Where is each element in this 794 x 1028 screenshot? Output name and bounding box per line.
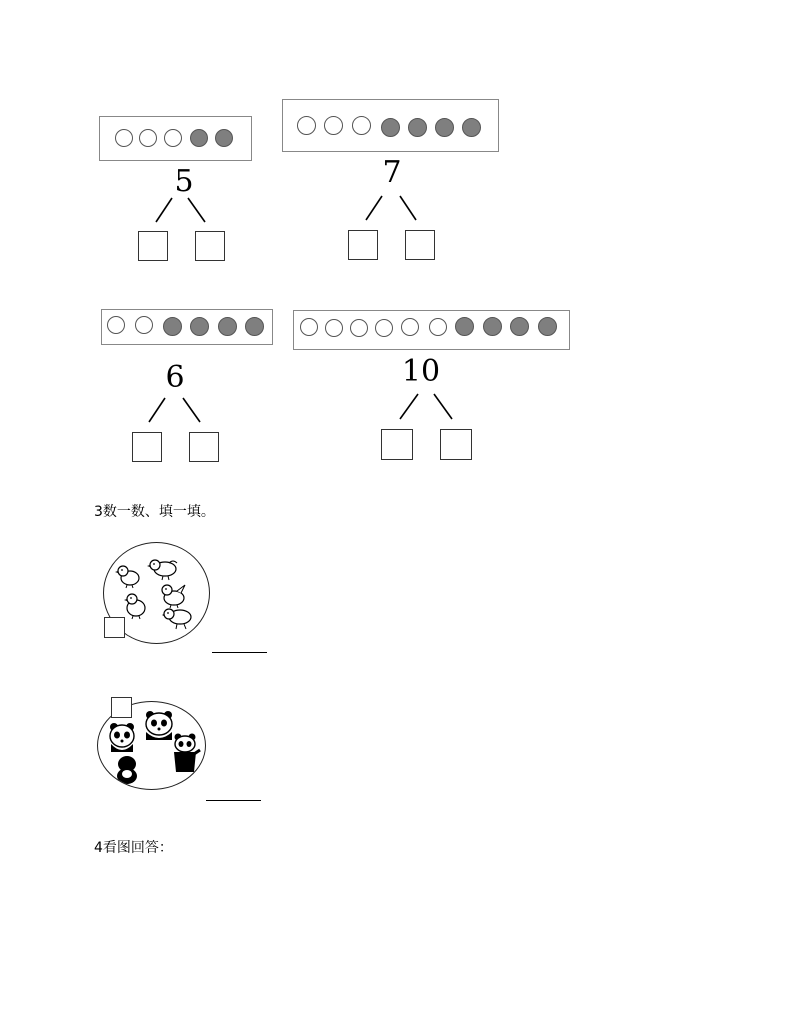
section-4-title: 4看图回答： (94, 840, 173, 856)
answer-box-right[interactable] (405, 230, 435, 260)
empty-dot (139, 129, 157, 147)
empty-dot (429, 318, 447, 336)
answer-box-left[interactable] (138, 231, 168, 261)
branch-lines (362, 194, 422, 224)
filled-dot (510, 317, 529, 336)
filled-dot (218, 317, 237, 336)
pandas-answer-line[interactable] (206, 800, 261, 801)
branch-lines (145, 396, 205, 426)
empty-dot (375, 319, 393, 337)
total-number: 6 (165, 360, 185, 395)
answer-box-right[interactable] (195, 231, 225, 261)
empty-dot (324, 116, 343, 135)
filled-dot (245, 317, 264, 336)
chick-icon (114, 563, 142, 589)
chick-icon (147, 555, 181, 581)
chicks-answer-line[interactable] (212, 652, 267, 653)
total-number: 5 (174, 164, 194, 199)
filled-dot (455, 317, 474, 336)
chick-icon (162, 605, 196, 631)
filled-dot (538, 317, 557, 336)
empty-dot (135, 316, 153, 334)
answer-box-right[interactable] (440, 429, 472, 460)
answer-box-right[interactable] (189, 432, 219, 462)
filled-dot (190, 129, 208, 147)
answer-box-left[interactable] (381, 429, 413, 460)
empty-dot (297, 116, 316, 135)
branch-lines (150, 196, 210, 226)
filled-dot (483, 317, 502, 336)
panda-icon (168, 732, 200, 776)
section-3-title: 3数一数、填一填。 (94, 504, 215, 520)
total-number: 10 (401, 354, 441, 389)
chicks-count-box[interactable] (104, 617, 125, 638)
chick-icon (122, 591, 150, 619)
empty-dot (325, 319, 343, 337)
filled-dot (435, 118, 454, 137)
filled-dot (381, 118, 400, 137)
filled-dot (190, 317, 209, 336)
branch-lines (396, 392, 456, 422)
filled-dot (163, 317, 182, 336)
empty-dot (401, 318, 419, 336)
answer-box-left[interactable] (348, 230, 378, 260)
empty-dot (352, 116, 371, 135)
empty-dot (350, 319, 368, 337)
filled-dot (408, 118, 427, 137)
answer-box-left[interactable] (132, 432, 162, 462)
panda-icon (106, 722, 138, 752)
filled-dot (215, 129, 233, 147)
pandas-count-box[interactable] (111, 697, 132, 718)
empty-dot (107, 316, 125, 334)
panda-icon (114, 754, 140, 784)
empty-dot (115, 129, 133, 147)
empty-dot (164, 129, 182, 147)
empty-dot (300, 318, 318, 336)
total-number: 7 (382, 155, 402, 190)
filled-dot (462, 118, 481, 137)
